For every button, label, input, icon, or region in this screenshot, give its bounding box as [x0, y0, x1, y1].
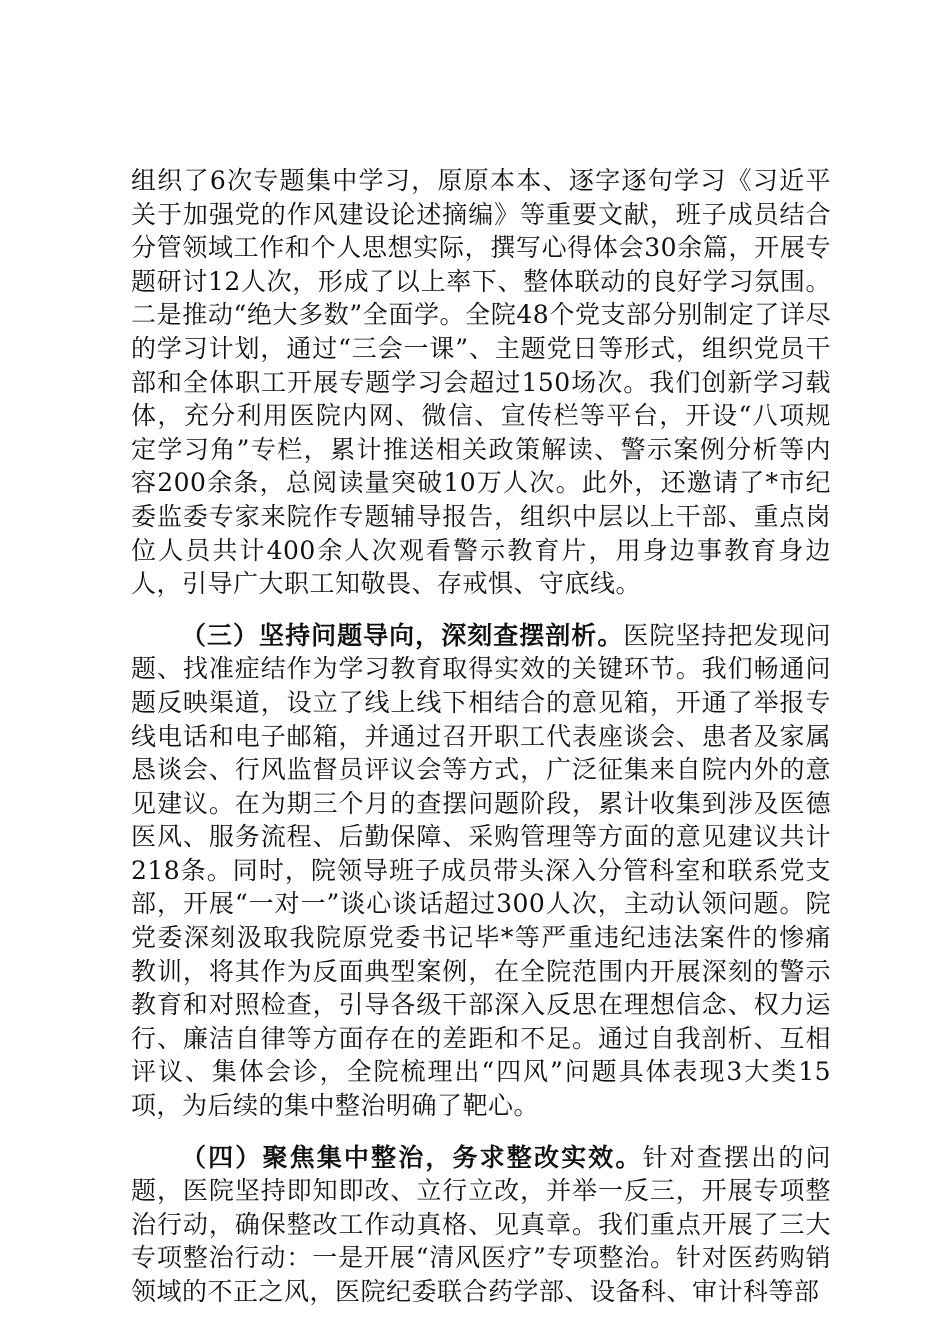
section-heading: （三）坚持问题导向，深刻查摆剖析。	[181, 620, 624, 650]
paragraph-section-4	[131, 1141, 831, 1309]
paragraph-body: 针对查摆出的问题，医院坚持即知即改、立行立改，并举一反三，开展专项整治行动，确保整改工作动真格、见真章。我们重点开展了三大专项整治行动：一是开展“清风医疗”专项整治。针对医药购销领域的不正之风，医院纪委联合药学部、设备科、审计科等部	[131, 1142, 831, 1306]
paragraph-body: 医院坚持把发现问题、找准症结作为学习教育取得实效的关键环节。我们畅通问题反映渠道，设立了线上线下相结合的意见箱，开通了举报专线电话和电子邮箱，并通过召开职工代表座谈会、患者及家属恳谈会、行风监督员评议会等方式，广泛征集来自院内外的意见建议。在为期三个月的查摆问题阶段，累计收集到涉及医德医风、服务流程、后勤保障、采购管理等方面的意见建议共计218条。同时，院领导班子成员带头深入分管科室和联系党支部，开展“一对一”谈心谈话超过300人次，主动认领问题。院党委深刻汲取我院原党委书记毕*等严重违纪违法案件的惨痛教训，将其作为反面典型案例，在全院范围内开展深刻的警示教育和对照检查，引导各级干部深入反思在理想信念、权力运行、廉洁自律等方面存在的差距和不足。通过自我剖析、互相评议、集体会诊，全院梳理出“四风”问题具体表现3大类15项，为后续的集中整治明确了靶心。	[131, 620, 831, 1121]
section-heading: （四）聚焦集中整治，务求整改实效。	[181, 1142, 643, 1172]
paragraph-continuation	[131, 164, 831, 601]
paragraph-section-3	[131, 619, 831, 1123]
document-page	[131, 164, 831, 1309]
paragraph-body: 组织了6次专题集中学习，原原本本、逐字逐句学习《习近平关于加强党的作风建设论述摘编》等重要文献，班子成员结合分管领域工作和个人思想实际，撰写心得体会30余篇，开展专题研讨12人次，形成了以上率下、整体联动的良好学习氛围。二是推动“绝大多数”全面学。全院48个党支部分别制定了详尽的学习计划，通过“三会一课”、主题党日等形式，组织党员干部和全体职工开展专题学习会超过150场次。我们创新学习载体，充分利用医院内网、微信、宣传栏等平台，开设“八项规定学习角”专栏，累计推送相关政策解读、警示案例分析等内容200余条，总阅读量突破10万人次。此外，还邀请了*市纪委监委专家来院作专题辅导报告，组织中层以上干部、重点岗位人员共计400余人次观看警示教育片，用身边事教育身边人，引导广大职工知敬畏、存戒惧、守底线。	[131, 166, 831, 599]
